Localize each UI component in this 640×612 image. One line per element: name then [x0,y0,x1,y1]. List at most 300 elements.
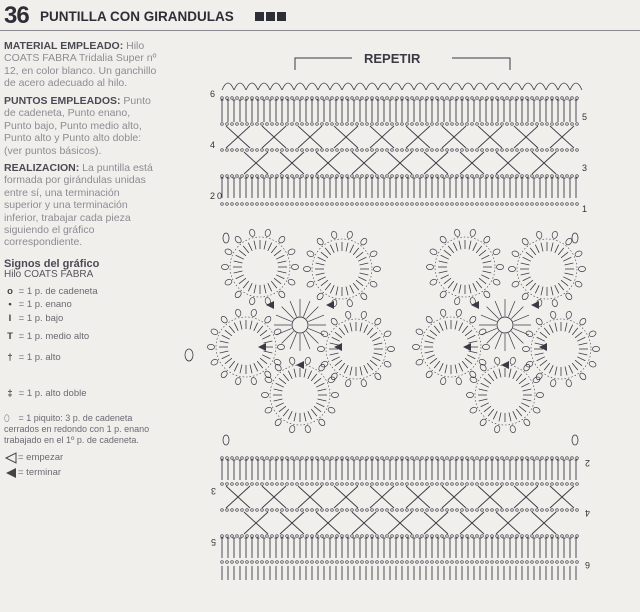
chain-stitch-mark [461,149,464,152]
motif-stitch-mark [439,323,443,331]
picot-mark [455,309,462,317]
chain-stitch-mark [491,203,494,206]
chain-stitch-mark [321,535,324,538]
picot-mark [306,250,315,258]
chain-stitch-mark [336,123,339,126]
motif-stitch-mark [516,409,522,416]
chain-stitch-mark [436,509,439,512]
chain-stitch-mark [301,509,304,512]
motif-stitch-mark [577,357,585,361]
motif-stitch-mark [448,246,454,253]
chain-stitch-mark [391,509,394,512]
chain-stitch-mark [506,535,509,538]
motif-stitch-mark [462,326,468,333]
chain-stitch-mark [491,97,494,100]
motif-stitch-mark [441,255,449,259]
chain-stitch-mark [226,535,229,538]
picot-mark [306,280,315,288]
motif-stitch-mark [288,411,292,419]
chain-stitch-mark [396,97,399,100]
chain-stitch-mark [276,149,279,152]
motif-stitch-mark [479,250,486,256]
picot-arch-mark [438,83,450,90]
chain-stitch-mark [521,123,524,126]
chain-stitch-mark [291,203,294,206]
chain-stitch-mark [446,457,449,460]
chain-stitch-mark [301,561,304,564]
chain-stitch-mark [436,175,439,178]
chain-stitch-mark [536,509,539,512]
chain-stitch-mark [291,561,294,564]
motif-spoke-mark [290,301,297,317]
chain-stitch-mark [366,175,369,178]
chain-stitch-mark [251,561,254,564]
motif-stitch-mark [346,287,348,296]
picot-mark [346,231,353,239]
picot-mark [574,250,583,258]
motif-stitch-mark [467,335,475,339]
picot-mark [374,317,383,326]
chain-stitch-mark [321,97,324,100]
motif-stitch-mark [335,332,342,338]
chain-stitch-mark [321,123,324,126]
motif-stitch-mark [336,287,338,296]
motif-stitch-mark [579,343,588,345]
chain-stitch-mark [406,457,409,460]
motif-stitch-mark [521,273,530,275]
motif-stitch-mark [239,278,246,284]
chain-stitch-mark [481,203,484,206]
picot-mark [287,278,296,286]
chain-stitch-mark [506,175,509,178]
chain-stitch-mark [296,203,299,206]
chain-stitch-mark [551,149,554,152]
chain-stitch-mark [326,561,329,564]
chain-stitch-mark [526,97,529,100]
chain-stitch-mark [376,149,379,152]
chain-stitch-mark [221,203,224,206]
chain-stitch-mark [436,561,439,564]
row-number: 2 [584,458,590,468]
chain-stitch-mark [441,175,444,178]
chain-stitch-mark [536,535,539,538]
chain-stitch-mark [301,175,304,178]
picot-mark [535,317,544,326]
chain-stitch-mark [491,123,494,126]
chain-stitch-mark [241,149,244,152]
chain-stitch-mark [431,535,434,538]
chain-stitch-mark [531,149,534,152]
legend-label: = 1 p. alto doble [18,388,87,399]
chain-stitch-mark [356,203,359,206]
chain-stitch-mark [271,535,274,538]
chain-stitch-mark [486,483,489,486]
motif-stitch-mark [234,323,238,331]
chain-stitch-mark [386,561,389,564]
motif-stitch-mark [473,243,477,251]
chain-stitch-mark [561,483,564,486]
chain-stitch-mark [421,97,424,100]
picot-mark [261,392,268,397]
chain-stitch-mark [456,509,459,512]
chain-stitch-mark [351,149,354,152]
chain-stitch-mark [471,457,474,460]
motif-stitch-mark [565,263,574,265]
chain-stitch-mark [451,561,454,564]
pattern-number: 36 [4,2,29,29]
chain-stitch-mark [311,175,314,178]
motif-stitch-mark [308,411,312,419]
picot-mark [278,290,287,299]
motif-stitch-mark [469,285,471,294]
chain-stitch-mark [551,175,554,178]
motif-stitch-mark [304,413,306,422]
legend-subtitle: Hilo COATS FABRA [4,269,94,280]
chain-stitch-mark [426,561,429,564]
motif-spoke-mark [308,315,324,322]
picot-mark [289,357,296,365]
motif-stitch-mark [262,355,270,359]
motif-stitch-mark [541,243,543,252]
motif-stitch-mark [544,328,550,335]
chain-stitch-mark [496,535,499,538]
picot-mark [483,290,492,299]
chain-stitch-mark [361,123,364,126]
chain-stitch-mark [246,149,249,152]
chain-stitch-mark [226,509,229,512]
chain-stitch-mark [246,483,249,486]
chain-stitch-mark [341,203,344,206]
chain-stitch-mark [396,535,399,538]
picot-mark [494,425,501,433]
motif-stitch-mark [439,271,448,273]
chain-stitch-mark [441,149,444,152]
chain-stitch-mark [256,123,259,126]
chain-stitch-mark [426,483,429,486]
motif-stitch-mark [444,250,451,256]
motif-stitch-mark [430,358,437,364]
chain-stitch-mark [391,123,394,126]
chain-stitch-mark [401,561,404,564]
chain-stitch-mark [336,149,339,152]
motif-stitch-mark [462,361,468,368]
chain-stitch-mark [421,123,424,126]
chain-stitch-mark [231,457,234,460]
motif-stitch-mark [276,383,284,387]
chain-stitch-mark [526,149,529,152]
motif-stitch-mark [425,341,434,343]
chain-stitch-mark [241,535,244,538]
chain-stitch-mark [281,509,284,512]
puntos-text: Punto de cadeneta, Punto enano, Punto bajo, Punto medio alto, Punto alto y Punto alto doble: (ver puntos básicos). [4,95,151,157]
chain-stitch-mark [321,175,324,178]
chain-stitch-mark [366,535,369,538]
chain-stitch-mark [356,509,359,512]
chain-stitch-mark [516,123,519,126]
chain-stitch-mark [536,123,539,126]
chain-stitch-mark [411,457,414,460]
chain-stitch-mark [291,509,294,512]
chain-stitch-mark [236,509,239,512]
row-number: 6 [210,89,216,99]
chain-stitch-mark [421,457,424,460]
motif-stitch-mark [264,241,266,250]
chain-stitch-mark [256,97,259,100]
chain-stitch-mark [471,149,474,152]
motif-spoke-mark [511,331,523,343]
chain-stitch-mark [281,535,284,538]
motif-stitch-mark [455,365,457,374]
motif-stitch-mark [465,330,472,336]
motif-stitch-mark [513,411,517,419]
chain-stitch-mark [281,175,284,178]
chain-stitch-mark [371,483,374,486]
chain-stitch-mark [541,203,544,206]
chain-stitch-mark [571,509,574,512]
chain-stitch-mark [306,175,309,178]
chain-stitch-mark [231,97,234,100]
chain-stitch-mark [371,561,374,564]
chain-stitch-mark [366,483,369,486]
chain-stitch-mark [251,175,254,178]
chain-stitch-mark [521,97,524,100]
chain-stitch-mark [246,123,249,126]
chain-stitch-mark [446,203,449,206]
motif-spoke-mark [282,307,294,319]
motif-stitch-mark [448,281,454,288]
motif-stitch-mark [555,367,557,376]
motif-spoke-mark [495,333,502,349]
chain-stitch-mark [541,457,544,460]
picot-mark [496,264,503,269]
chain-stitch-mark [501,561,504,564]
chain-stitch-mark [236,561,239,564]
chain-stitch-mark [261,457,264,460]
chain-stitch-mark [286,561,289,564]
chain-stitch-mark [276,561,279,564]
chain-stitch-mark [256,457,259,460]
chain-stitch-mark [376,203,379,206]
chain-stitch-mark [451,149,454,152]
chain-stitch-mark [226,149,229,152]
chain-stitch-mark [286,535,289,538]
motif-stitch-mark [530,283,536,290]
chain-stitch-mark [536,97,539,100]
picot-mark [210,358,219,366]
picot-mark [277,344,284,349]
chain-stitch-mark [381,483,384,486]
chain-stitch-mark [491,509,494,512]
chain-stitch-mark [461,123,464,126]
chain-stitch-mark [296,123,299,126]
motif-stitch-mark [335,360,342,366]
motif-stitch-mark [481,275,489,279]
chain-stitch-mark [491,483,494,486]
chain-stitch-mark [426,97,429,100]
picot-mark [532,406,541,414]
picot-arch-mark [402,83,414,90]
picot-mark [579,372,588,381]
chain-stitch-mark [466,97,469,100]
motif-stitch-mark [243,281,249,288]
motif-stitch-mark [360,323,362,332]
chain-stitch-mark [511,457,514,460]
chain-stitch-mark [476,97,479,100]
chain-stitch-mark [421,175,424,178]
repeat-label: REPETIR [364,51,421,66]
motif-stitch-mark [555,285,559,293]
picot-mark [360,292,369,301]
motif-spoke-mark [303,301,310,317]
motif-stitch-mark [561,280,568,286]
chain-stitch-mark [426,149,429,152]
chain-stitch-mark [421,483,424,486]
motif-stitch-mark [565,367,567,376]
motif-stitch-mark [358,277,366,281]
chain-stitch-mark [306,123,309,126]
motif-stitch-mark [535,353,544,355]
chain-stitch-mark [456,483,459,486]
chain-stitch-mark [226,203,229,206]
motif-stitch-mark [459,285,461,294]
chain-stitch-mark [411,97,414,100]
chain-stitch-mark [246,535,249,538]
chain-stitch-mark [331,457,334,460]
picot-mark [264,370,273,379]
chain-stitch-mark [566,535,569,538]
legend-label: = empezar [18,452,64,463]
chain-stitch-mark [441,561,444,564]
chain-stitch-mark [576,123,579,126]
chain-stitch-mark [431,457,434,460]
motif-stitch-mark [236,255,244,259]
chain-stitch-mark [481,535,484,538]
chain-stitch-mark [456,175,459,178]
chain-stitch-mark [381,203,384,206]
chain-stitch-mark [351,203,354,206]
chain-stitch-mark [301,535,304,538]
motif-stitch-mark [444,278,451,284]
chain-symbol-icon: o [7,286,13,297]
chain-stitch-mark [501,509,504,512]
chain-stitch-mark [426,457,429,460]
chain-stitch-mark [471,509,474,512]
picot-mark [440,309,447,317]
chain-stitch-mark [336,175,339,178]
chain-stitch-mark [371,97,374,100]
picot-mark [250,377,257,385]
chain-stitch-mark [326,97,329,100]
chain-stitch-mark [576,175,579,178]
chain-stitch-mark [476,457,479,460]
chain-stitch-mark [266,561,269,564]
chain-stitch-mark [386,123,389,126]
chain-stitch-mark [406,123,409,126]
half-double-symbol-icon: T [7,331,13,342]
chain-stitch-mark [426,175,429,178]
motif-stitch-mark [575,360,582,366]
chain-stitch-mark [456,457,459,460]
chain-stitch-mark [326,149,329,152]
chain-stitch-mark [276,97,279,100]
chain-stitch-mark [371,123,374,126]
chain-stitch-mark [341,483,344,486]
chain-stitch-mark [326,175,329,178]
picot-mark [291,264,298,269]
chain-stitch-mark [421,561,424,564]
motif-stitch-mark [346,243,348,252]
motif-stitch-mark [257,326,263,333]
chain-stitch-mark [521,175,524,178]
motif-stitch-mark [234,261,243,263]
chain-stitch-mark [386,483,389,486]
chain-stitch-mark [531,483,534,486]
chain-stitch-mark [461,561,464,564]
chain-stitch-mark [406,561,409,564]
motif-stitch-mark [579,353,588,355]
chain-stitch-mark [316,97,319,100]
motif-stitch-mark [479,278,486,284]
chain-stitch-mark [426,203,429,206]
motif-stitch-mark [222,335,230,339]
chain-stitch-mark [386,203,389,206]
chain-stitch-mark [246,97,249,100]
chain-stitch-mark [496,509,499,512]
motif-stitch-mark [271,246,277,253]
motif-stitch-mark [254,241,256,250]
chain-stitch-mark [331,483,334,486]
motif-stitch-mark [473,283,477,291]
picot-mark [522,346,529,351]
picot-arch-mark [414,83,426,90]
chain-stitch-mark [336,483,339,486]
chain-stitch-mark [461,483,464,486]
picot-arch-mark [342,83,354,90]
chain-stitch-mark [331,97,334,100]
single-crochet-symbol-icon: I [8,313,12,324]
motif-stitch-mark [481,255,489,259]
chain-stitch-mark [326,203,329,206]
picot-mark [550,379,557,387]
chain-stitch-mark [526,123,529,126]
motif-stitch-mark [314,406,321,412]
chain-stitch-mark [441,203,444,206]
chain-stitch-mark [321,561,324,564]
picot-mark [330,372,339,381]
chain-stitch-mark [476,175,479,178]
chain-stitch-mark [446,97,449,100]
motif-stitch-mark [254,285,256,294]
chain-stitch-mark [316,535,319,538]
chain-stitch-mark [316,203,319,206]
chain-stitch-mark [431,561,434,564]
chain-stitch-mark [341,509,344,512]
motif-stitch-mark [318,257,326,261]
chain-stitch-mark [561,123,564,126]
picot-mark [535,372,544,381]
chain-stitch-mark [471,561,474,564]
chain-stitch-mark [571,203,574,206]
picot-arch-mark [246,83,258,90]
motif-stitch-mark [239,250,246,256]
picot-mark [369,250,378,258]
picot-arch-mark [570,83,582,90]
chain-stitch-mark [531,509,534,512]
chain-stitch-mark [296,561,299,564]
chain-stitch-mark [311,509,314,512]
chain-stitch-mark [516,509,519,512]
chain-stitch-mark [526,175,529,178]
